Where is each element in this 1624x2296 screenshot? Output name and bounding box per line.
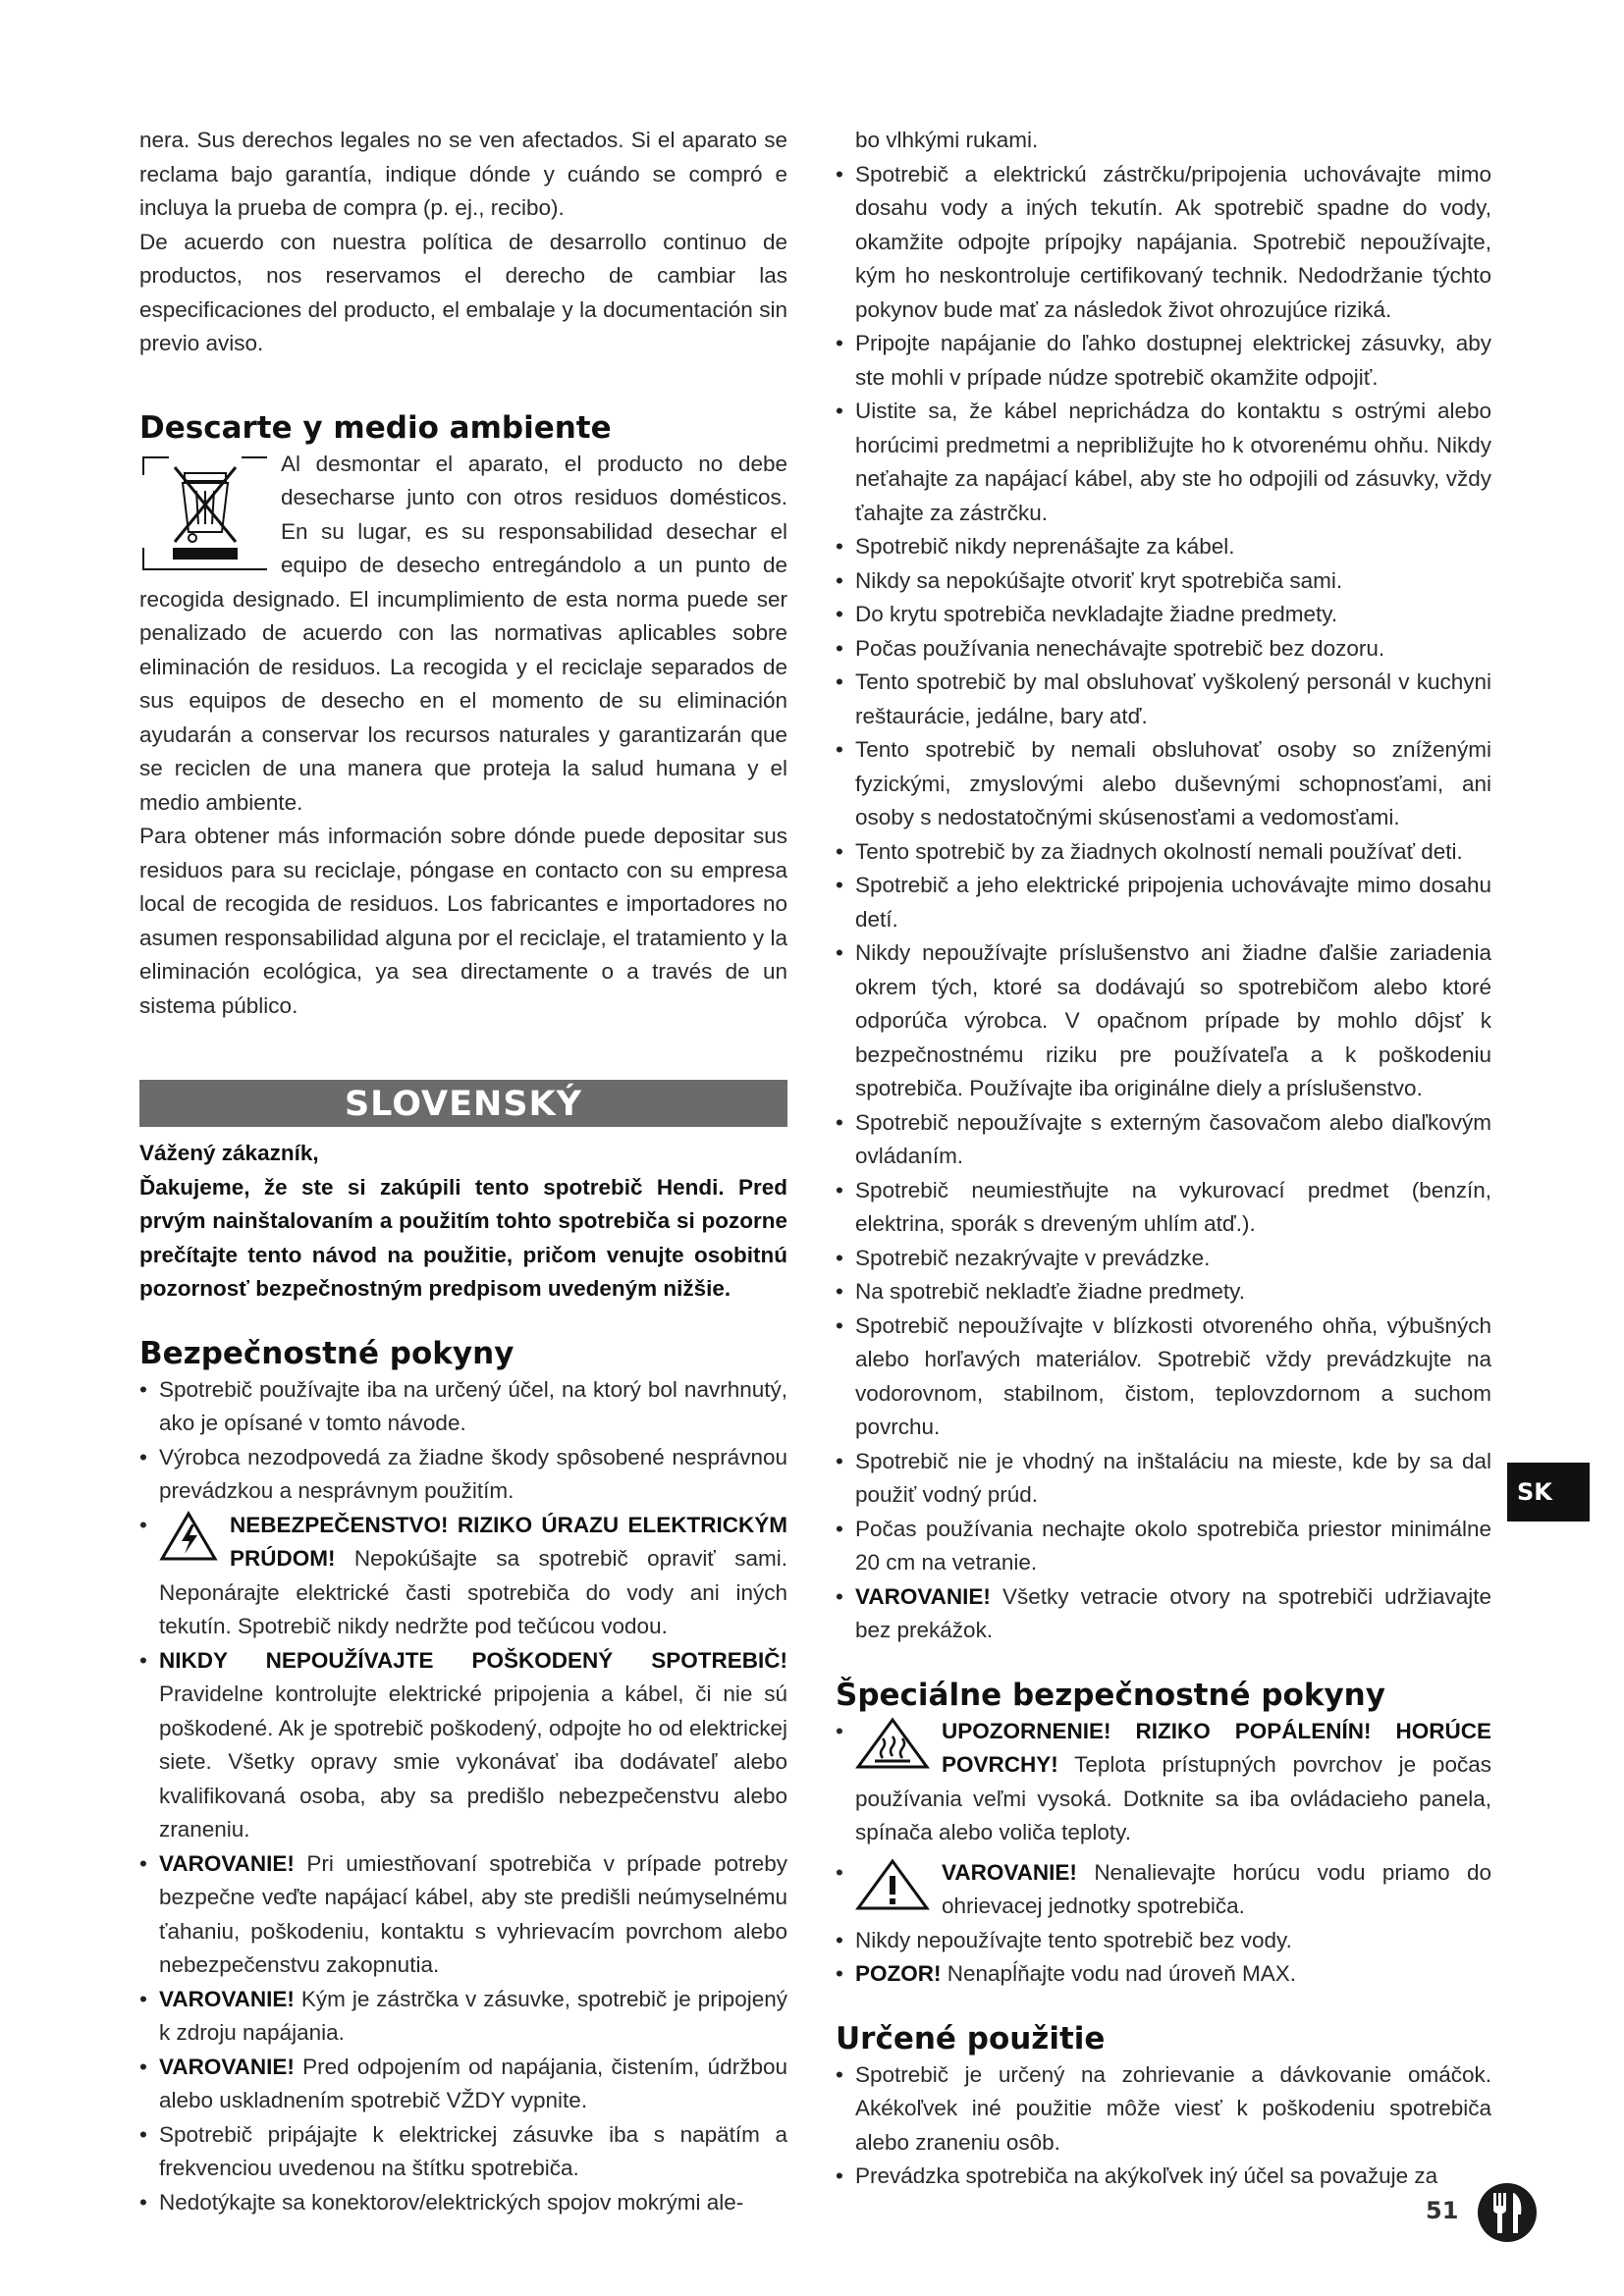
- warning-label: NIKDY NEPOUŽÍVAJTE POŠKODENÝ SPOTREBIČ!: [159, 1647, 787, 1673]
- list-item: • Spotrebič a elektrickú zástrčku/pripojenia uchovávajte mimo dosahu vody a iných tekutín. Ak spotrebič spadne do vody, okamžite odpojte prípojky napájania. Spotrebič nepoužívajte, kým ho neskontroluje certifikovaný technik. Nedodržanie týchto pokynov bude mať za následok život ohrozujúce riziká.: [836, 158, 1491, 328]
- list-item: • Tento spotrebič by za žiadnych okolností nemali používať deti.: [836, 835, 1491, 870]
- list-item: [139, 1983, 787, 2051]
- danger-text: Nepokúšajte sa spotrebič opraviť sami. Neponárajte elektrické časti spotrebiča do vody ani iných tekutín. Spotrebič nikdy nedržte pod tečúcou vodou.: [159, 1546, 787, 1638]
- cutlery-logo-icon: [1477, 2181, 1538, 2244]
- caution-text: Nenapĺňajte vodu nad úroveň MAX.: [947, 1961, 1296, 1986]
- list-item: • Uistite sa, že kábel neprichádza do kontaktu s ostrými alebo horúcimi predmetmi a nepribližujte ho k otvorenému ohňu. Nikdy neťahajte za napájací kábel, aby ste ho odpojili od zásuvky, vždy ťahajte za zástrčku.: [836, 395, 1491, 530]
- list-item: • Spotrebič nikdy neprenášajte za kábel.: [836, 530, 1491, 564]
- list-item-warning: • VAROVANIE! Nenalievajte horúcu vodu priamo do ohrievacej jednotky spotrebiča.: [836, 1859, 1491, 1918]
- warning-text: Pri umiestňovaní spotrebiča v prípade potreby bezpečne veďte napájací kábel, aby ste predišli neúmyselnému ťahaniu, poškodeniu, kontaktu s vyhrievacím povrchom alebo nebezpečenstvu zakopnutia.: [159, 1850, 787, 1977]
- intended-use-list: [836, 2058, 1491, 2194]
- list-item: [836, 1957, 1491, 1992]
- warning-label: VAROVANIE!: [159, 2054, 295, 2079]
- paragraph-warranty: nera. Sus derechos legales no se ven afectados. Si el aparato se reclama bajo garantía, indique dónde y cuándo se compró e incluya la prueba de compra (p. ej., recibo).: [139, 128, 787, 220]
- caution-label: POZOR!: [855, 1961, 942, 1986]
- special-safety-list: [836, 1715, 1491, 1992]
- list-item: [836, 1580, 1491, 1648]
- warning-icon: [855, 1858, 930, 1911]
- list-item: • Spotrebič nezakrývajte v prevádzke.: [836, 1242, 1491, 1276]
- warning-label: VAROVANIE!: [942, 1859, 1077, 1885]
- greeting: Vážený zákazník,: [139, 1141, 319, 1165]
- list-item: • Nedotýkajte sa konektorov/elektrických spojov mokrými ale-: [139, 2186, 787, 2220]
- list-item: • Tento spotrebič by mal obsluhovať vyškolený personál v kuchyni reštaurácie, jedálne, bary atď.: [836, 666, 1491, 733]
- heading-descarte: Descarte y medio ambiente: [139, 409, 612, 446]
- list-item: • Na spotrebič nekladťe žiadne predmety.: [836, 1275, 1491, 1309]
- safety-list: [139, 1373, 787, 2220]
- list-item: • Spotrebič nie je vhodný na inštaláciu na mieste, kde by sa dal použiť vodný prúd.: [836, 1445, 1491, 1513]
- list-item: [139, 1644, 787, 1847]
- paragraph-disposal: Al desmontar el aparato, el producto no debe desecharse junto con otros residuos domésticos. En su lugar, es su responsabilidad desechar el equipo de desecho entregándolo a un punto de recogida designado. El incumplimiento de esta norma puede ser penalizado de acuerdo con las normativas aplicables sobre eliminación de residuos. La recogida y el reciclaje separados de sus equipos de desecho en el momento de su eliminación ayudarán a conservar los recursos naturales y garantizarán que se reciclen de una manera que proteja la salud humana y el medio ambiente.: [139, 451, 787, 815]
- danger-label: NEBEZPEČENSTVO! RIZIKO ÚRAZU ELEKTRICKÝM PRÚDOM!: [230, 1512, 787, 1571]
- list-item: • Spotrebič nepoužívajte s externým časovačom alebo diaľkovým ovládaním.: [836, 1106, 1491, 1174]
- heading-bezpecnostne: Bezpečnostné pokyny: [139, 1335, 514, 1371]
- warning-label: VAROVANIE!: [159, 1850, 295, 1876]
- warning-text: Pravidelne kontrolujte elektrické pripojenia a kábel, či nie sú poškodené. Ak je spotrebič poškodený, odpojte ho od elektrickej siete. Všetky opravy smie vykonávať iba dodávateľ alebo kvalifikovaná osoba, aby sa predišlo nebezpečenstvu alebo zraneniu.: [159, 1682, 787, 1842]
- paragraph-recycling: Para obtener más información sobre dónde puede depositar sus residuos para su reciclaje, póngase en contacto con su empresa local de recogida de residuos. Los fabricantes e importadores no asumen responsabilidad alguna por el reciclaje, el tratamiento y la eliminación ecológica, ya sea directamente o a través de un sistema público.: [139, 824, 787, 1018]
- language-banner: SLOVENSKÝ: [139, 1080, 787, 1127]
- left-column: [139, 124, 787, 2219]
- list-item: • Nikdy sa nepokúšajte otvoriť kryt spotrebiča sami.: [836, 564, 1491, 599]
- crossed-out-bin-icon: [139, 454, 271, 573]
- list-item: • Spotrebič používajte iba na určený účel, na ktorý bol navrhnutý, ako je opísané v tomto návode.: [139, 1373, 787, 1441]
- list-item-hot-surface: • UPOZORNENIE! RIZIKO POPÁLENÍN! HORÚCE POVRCHY! Teplota prístupných povrchov je počas používania veľmi vysoká. Dotknite sa iba ovládacieho panela, spínača alebo voliča teploty.: [836, 1718, 1491, 1844]
- paragraph-development: De acuerdo con nuestra política de desarrollo continuo de productos, nos reservamos el derecho de cambiar las especificaciones del producto, el embalaje y la documentación sin previo aviso.: [139, 229, 787, 355]
- list-item: • Tento spotrebič by nemali obsluhovať osoby so zníženými fyzickými, zmyslovými alebo duševnými schopnosťami, ani osoby s nedostatočnými skúsenosťami a vedomosťami.: [836, 733, 1491, 835]
- list-item: • Spotrebič je určený na zohrievanie a dávkovanie omáčok. Akékoľvek iné použitie môže viesť k poškodeniu spotrebiča alebo zraneniu osôb.: [836, 2058, 1491, 2161]
- heading-specialne: Špeciálne bezpečnostné pokyny: [836, 1677, 1385, 1713]
- hot-surface-icon: [855, 1717, 930, 1770]
- warning-text: Kým je zástrčka v zásuvke, spotrebič je pripojený k zdroju napájania.: [159, 1986, 787, 2045]
- electric-hazard-icon: [159, 1511, 218, 1562]
- list-item: • Spotrebič pripájajte k elektrickej zásuvke iba s napätím a frekvenciou uvedenou na štítku spotrebiča.: [139, 2118, 787, 2186]
- warning-text: Všetky vetracie otvory na spotrebiči udržiavajte bez prekážok.: [855, 1583, 1491, 1642]
- safety-list-continued: [836, 158, 1491, 1648]
- warning-label: VAROVANIE!: [855, 1583, 991, 1609]
- list-item: [139, 1847, 787, 1983]
- list-item: • Spotrebič nepoužívajte v blízkosti otvoreného ohňa, výbušných alebo horľavých materiálov. Spotrebič vždy prevádzkujte na vodorovnom, stabilnom, čistom, teplovzdornom a suchom povrchu.: [836, 1309, 1491, 1445]
- right-column: [836, 124, 1491, 2194]
- heading-urcene: Určené použitie: [836, 2020, 1106, 2056]
- caution-label: UPOZORNENIE! RIZIKO POPÁLENÍN! HORÚCE POVRCHY!: [942, 1718, 1491, 1777]
- list-item: • Počas používania nenechávajte spotrebič bez dozoru.: [836, 632, 1491, 667]
- intro-paragraph: Ďakujeme, že ste si zakúpili tento spotrebič Hendi. Pred prvým nainštalovaním a použitím tohto spotrebiča si pozorne prečítajte tento návod na použitie, pričom venujte osobitnú pozornosť bezpečnostným predpisom uvedeným nižšie.: [139, 1174, 787, 1301]
- list-item: • Výrobca nezodpovedá za žiadne škody spôsobené nesprávnou prevádzkou a nesprávnym použitím.: [139, 1441, 787, 1509]
- warning-text: Pred odpojením od napájania, čistením, údržbou alebo uskladnením spotrebič VŽDY vypnite.: [159, 2054, 787, 2112]
- list-item: [139, 2051, 787, 2118]
- warning-label: VAROVANIE!: [159, 1986, 295, 2011]
- list-item: • Spotrebič a jeho elektrické pripojenia uchovávajte mimo dosahu detí.: [836, 869, 1491, 936]
- list-item-electric-warning: • NEBEZPEČENSTVO! RIZIKO ÚRAZU ELEKTRICKÝM PRÚDOM! Nepokúšajte sa spotrebič opraviť sami. Neponárajte elektrické časti spotrebiča do vody ani iných tekutín. Spotrebič nikdy nedržte pod tečúcou vodou.: [139, 1512, 787, 1638]
- continuation-text: bo vlhkými rukami.: [855, 128, 1039, 152]
- list-item: • Spotrebič neumiestňujte na vykurovací predmet (benzín, elektrina, sporák s dreveným uhlím atď.).: [836, 1174, 1491, 1242]
- caution-text: Teplota prístupných povrchov je počas používania veľmi vysoká. Dotknite sa iba ovládacieho panela, spínača alebo voliča teploty.: [855, 1752, 1491, 1844]
- list-item: • Prevádzka spotrebiča na akýkoľvek iný účel sa považuje za: [836, 2160, 1491, 2194]
- warning-text: Nenalievajte horúcu vodu priamo do ohrievacej jednotky spotrebiča.: [942, 1859, 1491, 1918]
- list-item: • Do krytu spotrebiča nevkladajte žiadne predmety.: [836, 598, 1491, 632]
- disposal-block: [139, 448, 787, 821]
- list-item: • Nikdy nepoužívajte príslušenstvo ani žiadne ďalšie zariadenia okrem tých, ktoré sa dodávajú so spotrebičom alebo ktoré odporúča výrobca. V opačnom prípade by mohlo dôjsť k bezpečnostnému riziku pre používateľa a k poškodeniu spotrebiča. Používajte iba originálne diely a príslušenstvo.: [836, 936, 1491, 1106]
- page-number: 51: [1426, 2197, 1459, 2224]
- list-item: • Nikdy nepoužívajte tento spotrebič bez vody.: [836, 1924, 1491, 1958]
- list-item: • Počas používania nechajte okolo spotrebiča priestor minimálne 20 cm na vetranie.: [836, 1513, 1491, 1580]
- list-item: • Pripojte napájanie do ľahko dostupnej elektrickej zásuvky, aby ste mohli v prípade núdze spotrebič okamžite odpojiť.: [836, 327, 1491, 395]
- language-tab: SK: [1507, 1463, 1590, 1522]
